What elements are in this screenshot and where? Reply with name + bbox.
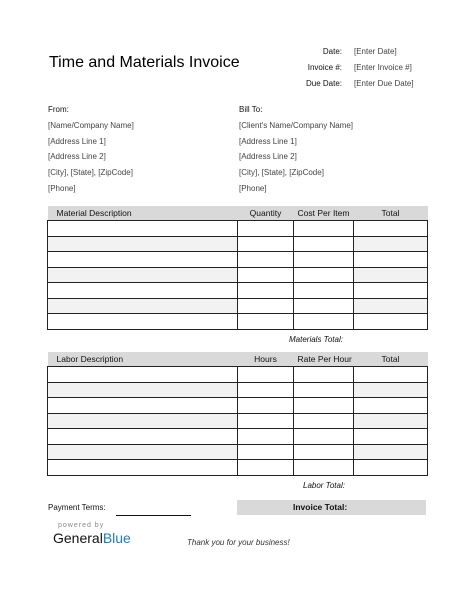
rate-per-hour-header: Rate Per Hour — [294, 352, 354, 367]
total-cell[interactable] — [354, 413, 428, 429]
hours-header: Hours — [238, 352, 294, 367]
labor-description-cell[interactable] — [48, 398, 238, 414]
hours-cell[interactable] — [238, 382, 294, 398]
quantity-cell[interactable] — [238, 298, 294, 314]
payment-terms-field[interactable] — [116, 515, 191, 516]
table-row — [48, 444, 428, 460]
table-row — [48, 267, 428, 283]
hours-cell[interactable] — [238, 367, 294, 383]
bill-to-line[interactable]: [Address Line 1] — [239, 137, 297, 146]
total-cell[interactable] — [354, 283, 428, 299]
from-line[interactable]: [Address Line 1] — [48, 137, 106, 146]
bill-to-heading: Bill To: — [239, 105, 263, 114]
labor-header-row — [48, 352, 428, 367]
table-row — [48, 283, 428, 299]
hours-cell[interactable] — [238, 444, 294, 460]
labor-description-cell[interactable] — [48, 367, 238, 383]
cost-cell[interactable] — [294, 314, 354, 330]
hours-cell[interactable] — [238, 413, 294, 429]
from-line[interactable]: [Phone] — [48, 184, 76, 193]
table-row — [48, 252, 428, 268]
table-row — [48, 221, 428, 237]
hours-cell[interactable] — [238, 398, 294, 414]
material-description-cell[interactable] — [48, 267, 238, 283]
date-value[interactable]: [Enter Date] — [354, 47, 397, 56]
cost-cell[interactable] — [294, 267, 354, 283]
materials-header-row — [48, 206, 428, 221]
bill-to-line[interactable]: [Phone] — [239, 184, 267, 193]
labor-total-label: Labor Total: — [303, 481, 345, 490]
labor-description-cell[interactable] — [48, 444, 238, 460]
cost-cell[interactable] — [294, 252, 354, 268]
table-row — [48, 298, 428, 314]
hours-cell[interactable] — [238, 429, 294, 445]
total-cell[interactable] — [354, 267, 428, 283]
labor-description-header: Labor Description — [48, 352, 238, 367]
labor-description-cell[interactable] — [48, 429, 238, 445]
table-row — [48, 413, 428, 429]
page-title: Time and Materials Invoice — [49, 54, 240, 71]
material-description-cell[interactable] — [48, 283, 238, 299]
quantity-cell[interactable] — [238, 252, 294, 268]
material-description-cell[interactable] — [48, 298, 238, 314]
from-heading: From: — [48, 105, 69, 114]
rate-cell[interactable] — [294, 398, 354, 414]
rate-cell[interactable] — [294, 367, 354, 383]
hours-cell[interactable] — [238, 460, 294, 476]
rate-cell[interactable] — [294, 429, 354, 445]
labor-description-cell[interactable] — [48, 460, 238, 476]
materials-total-header: Total — [354, 206, 428, 221]
invoice-number-value[interactable]: [Enter Invoice #] — [354, 63, 412, 72]
table-row — [48, 382, 428, 398]
material-description-cell[interactable] — [48, 314, 238, 330]
labor-total-header: Total — [354, 352, 428, 367]
total-cell[interactable] — [354, 298, 428, 314]
labor-description-cell[interactable] — [48, 413, 238, 429]
from-line[interactable]: [City], [State], [ZipCode] — [48, 168, 133, 177]
table-row — [48, 398, 428, 414]
table-row — [48, 367, 428, 383]
rate-cell[interactable] — [294, 413, 354, 429]
generalblue-logo — [53, 530, 131, 546]
quantity-cell[interactable] — [238, 283, 294, 299]
cost-per-item-header: Cost Per Item — [294, 206, 354, 221]
quantity-cell[interactable] — [238, 314, 294, 330]
payment-terms-label: Payment Terms: — [48, 503, 106, 512]
material-description-cell[interactable] — [48, 252, 238, 268]
rate-cell[interactable] — [294, 382, 354, 398]
brand-blue: Blue — [102, 530, 131, 546]
cost-cell[interactable] — [294, 298, 354, 314]
labor-table — [47, 352, 428, 476]
quantity-cell[interactable] — [238, 221, 294, 237]
total-cell[interactable] — [354, 398, 428, 414]
from-line[interactable]: [Address Line 2] — [48, 152, 106, 161]
total-cell[interactable] — [354, 460, 428, 476]
table-row — [48, 236, 428, 252]
brand-general: General — [53, 530, 103, 546]
labor-description-cell[interactable] — [48, 382, 238, 398]
thank-you-note: Thank you for your business! — [187, 538, 290, 547]
total-cell[interactable] — [354, 444, 428, 460]
quantity-cell[interactable] — [238, 267, 294, 283]
total-cell[interactable] — [354, 236, 428, 252]
cost-cell[interactable] — [294, 283, 354, 299]
total-cell[interactable] — [354, 252, 428, 268]
material-description-cell[interactable] — [48, 221, 238, 237]
bill-to-line[interactable]: [City], [State], [ZipCode] — [239, 168, 324, 177]
invoice-total-label: Invoice Total: — [293, 502, 348, 512]
material-description-header: Material Description — [48, 206, 238, 221]
invoice-total-box[interactable] — [237, 500, 426, 515]
due-date-label: Due Date: — [305, 79, 342, 88]
bill-to-line[interactable]: [Address Line 2] — [239, 152, 297, 161]
table-row — [48, 314, 428, 330]
invoice-number-label: Invoice #: — [307, 63, 342, 72]
total-cell[interactable] — [354, 367, 428, 383]
cost-cell[interactable] — [294, 236, 354, 252]
powered-by-text: powered by — [58, 522, 105, 529]
from-line[interactable]: [Name/Company Name] — [48, 121, 134, 130]
total-cell[interactable] — [354, 429, 428, 445]
quantity-cell[interactable] — [238, 236, 294, 252]
materials-table — [47, 206, 428, 330]
bill-to-line[interactable]: [Client's Name/Company Name] — [239, 121, 354, 130]
quantity-header: Quantity — [238, 206, 294, 221]
date-label: Date: — [322, 47, 342, 56]
table-row — [48, 429, 428, 445]
total-cell[interactable] — [354, 314, 428, 330]
materials-total-label: Materials Total: — [289, 335, 343, 344]
due-date-value[interactable]: [Enter Due Date] — [354, 79, 414, 88]
cost-cell[interactable] — [294, 221, 354, 237]
rate-cell[interactable] — [294, 444, 354, 460]
total-cell[interactable] — [354, 221, 428, 237]
rate-cell[interactable] — [294, 460, 354, 476]
material-description-cell[interactable] — [48, 236, 238, 252]
total-cell[interactable] — [354, 382, 428, 398]
table-row — [48, 460, 428, 476]
